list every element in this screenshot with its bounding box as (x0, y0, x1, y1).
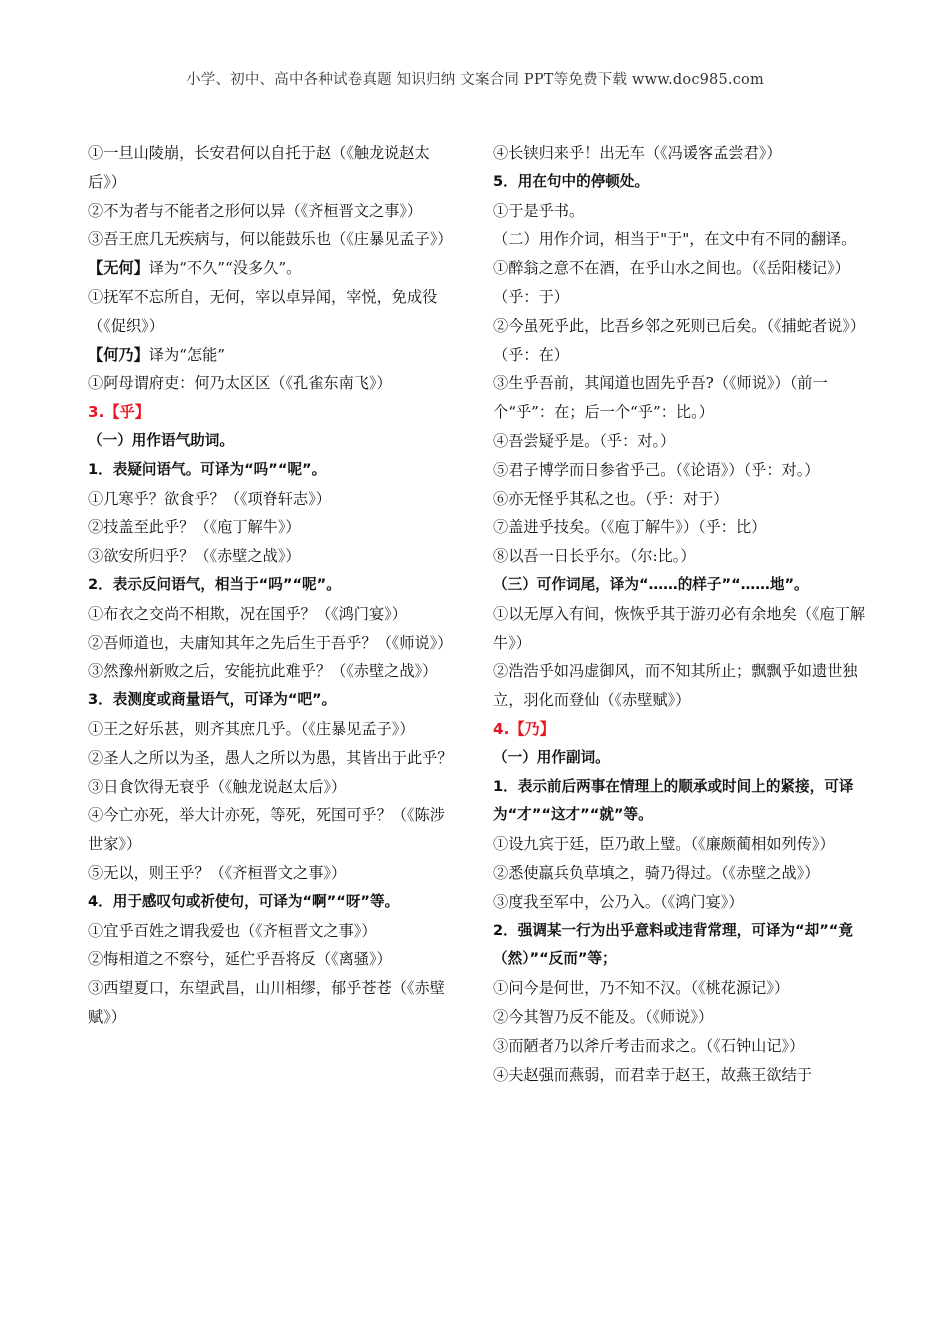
text-line: ③度我至军中，公乃入。（《鸿门宴》） (493, 892, 744, 911)
text-line: ①于是乎书。 (493, 201, 585, 220)
text-line: ③生乎吾前，其闻道也固先乎吾?（《师说》）（前一个“乎”：在；后一个“乎”：比。） (493, 374, 828, 422)
text-line: ①抚军不忘所自，无何，宰以卓异闻，宰悦，免成役（《促织》） (88, 287, 438, 335)
text-line: ⑤君子博学而日参省乎己。（《论语》）（乎：对。） (493, 460, 820, 479)
text-line: ①设九宾于廷，臣乃敢上璧。（《廉颇蔺相如列传》） (493, 835, 835, 854)
text-line: ②浩浩乎如冯虚御风，而不知其所止；飘飘乎如遗世独立，羽化而登仙（《赤壁赋》） (493, 662, 858, 710)
text-line: ②悉使羸兵负草填之，骑乃得过。（《赤壁之战》） (493, 863, 820, 882)
text-line: ⑤无以，则王乎？（《齐桓晋文之事》） (88, 863, 347, 882)
subsection-heading: （三）可作词尾，译为“……的样子”“……地”。 (493, 575, 809, 593)
term-definition: 译为“不久”“没多久”。 (148, 259, 302, 278)
text-line: ②吾师道也，夫庸知其年之先后生于吾乎？（《师说》） (88, 633, 453, 652)
text-line: ④今亡亦死，举大计亦死，等死，死国可乎？（《陈涉世家》） (88, 806, 445, 854)
usage-heading: 3．表测度或商量语气，可译为“吧”。 (88, 691, 337, 709)
text-line: ③日食饮得无衰乎（《触龙说赵太后》） (88, 777, 347, 796)
text-line: ④吾尝疑乎是。（乎：对。） (493, 431, 676, 450)
term-definition: 译为“怎能” (148, 345, 226, 364)
text-line: ③西望夏口，东望武昌，山川相缪，郁乎苍苍（《赤壁赋》） (88, 979, 445, 1026)
text-line: ①一旦山陵崩，长安君何以自托于赵（《触龙说赵太后》） (88, 144, 430, 191)
text-line: ①阿母谓府吏：何乃太区区（《孔雀东南飞》） (88, 374, 392, 393)
text-line: ③然豫州新败之后，安能抗此难乎？（《赤壁之战》） (88, 662, 438, 681)
text-line: ③而陋者乃以斧斤考击而求之。（《石钟山记》） (493, 1036, 805, 1055)
text-line: ①以无厚入有间，恢恢乎其于游刃必有余地矣（《庖丁解牛》） (493, 604, 866, 652)
text-line: ③欲安所归乎？（《赤壁之战》） (88, 547, 301, 566)
text-line: ⑥亦无怪乎其私之也。（乎：对于） (493, 489, 729, 508)
usage-heading: 1．表示前后两事在情理上的顺承或时间上的紧接，可译为“才”“这才”“就”等。 (493, 777, 854, 824)
text-line: ②今虽死乎此，比吾乡邻之死则已后矣。（《捕蛇者说》）（乎：在） (493, 316, 866, 364)
text-line: ①问今是何世，乃不知不汉。（《桃花源记》） (493, 979, 790, 998)
text-line: ②不为者与不能者之形何以异（《齐桓晋文之事》） (88, 201, 423, 220)
term-heading (88, 254, 460, 283)
text-line: ⑦盖进乎技矣。（《庖丁解牛》）（乎：比） (493, 518, 767, 537)
section-heading: 4.【乃】 (493, 719, 555, 738)
usage-heading: 5．用在句中的停顿处。 (493, 172, 650, 190)
section-heading: 3.【乎】 (88, 403, 150, 422)
text-line: ①布衣之交尚不相欺，况在国乎？（《鸿门宴》） (88, 604, 407, 623)
text-line: ①醉翁之意不在酒，在乎山水之间也。（《岳阳楼记》）（乎：于） (493, 259, 850, 306)
usage-heading: 2．强调某一行为出乎意料或违背常理，可译为“却”“竟（然）”“反而”等； (493, 921, 853, 968)
usage-heading: 2．表示反问语气，相当于“吗”“呢”。 (88, 575, 341, 593)
text-line: ①王之好乐甚，则齐其庶几乎。（《庄暴见孟子》） (88, 719, 415, 738)
subsection-heading: （二）用作介词，相当于"于"，在文中有不同的翻译。 (493, 230, 857, 249)
usage-heading: 1．表疑问语气。可译为“吗”“呢”。 (88, 460, 327, 478)
text-line: ⑧以吾一日长乎尔。（尔:比。） (493, 547, 696, 566)
text-line: ③吾王庶几无疾病与，何以能鼓乐也（《庄暴见孟子》） (88, 230, 453, 249)
usage-heading: 4．用于感叹句或祈使句，可译为“啊”“呀”等。 (88, 892, 400, 910)
page-header: 小学、初中、高中各种试卷真题 知识归纳 文案合同 PPT等免费下载 www.doc985.com (186, 72, 764, 88)
term-heading (88, 341, 460, 370)
term-label: 【何乃】 (88, 345, 149, 364)
term-label: 【无何】 (88, 259, 149, 278)
left-column (88, 139, 460, 1032)
text-line: ②悔相道之不察兮，延伫乎吾将反（《离骚》） (88, 950, 392, 969)
text-line: ②圣人之所以为圣，愚人之所以为愚，其皆出于此乎？ (88, 748, 453, 767)
text-line: ④长铗归来乎！出无车（《冯谖客孟尝君》） (493, 144, 782, 162)
subsection-heading: （一）用作语气助词。 (88, 431, 234, 449)
text-line: ①宜乎百姓之谓我爱也（《齐桓晋文之事》） (88, 921, 377, 940)
text-line: ①几寒乎？欲食乎？（《项脊轩志》） (88, 489, 331, 508)
text-line: ②今其智乃反不能及。（《师说》） (493, 1007, 714, 1026)
text-line: ④夫赵强而燕弱，而君幸于赵王，故燕王欲结于 (493, 1065, 812, 1084)
text-line: ②技盖至此乎？（《庖丁解牛》） (88, 518, 301, 537)
subsection-heading: （一）用作副词。 (493, 748, 610, 766)
right-column (493, 139, 868, 1089)
